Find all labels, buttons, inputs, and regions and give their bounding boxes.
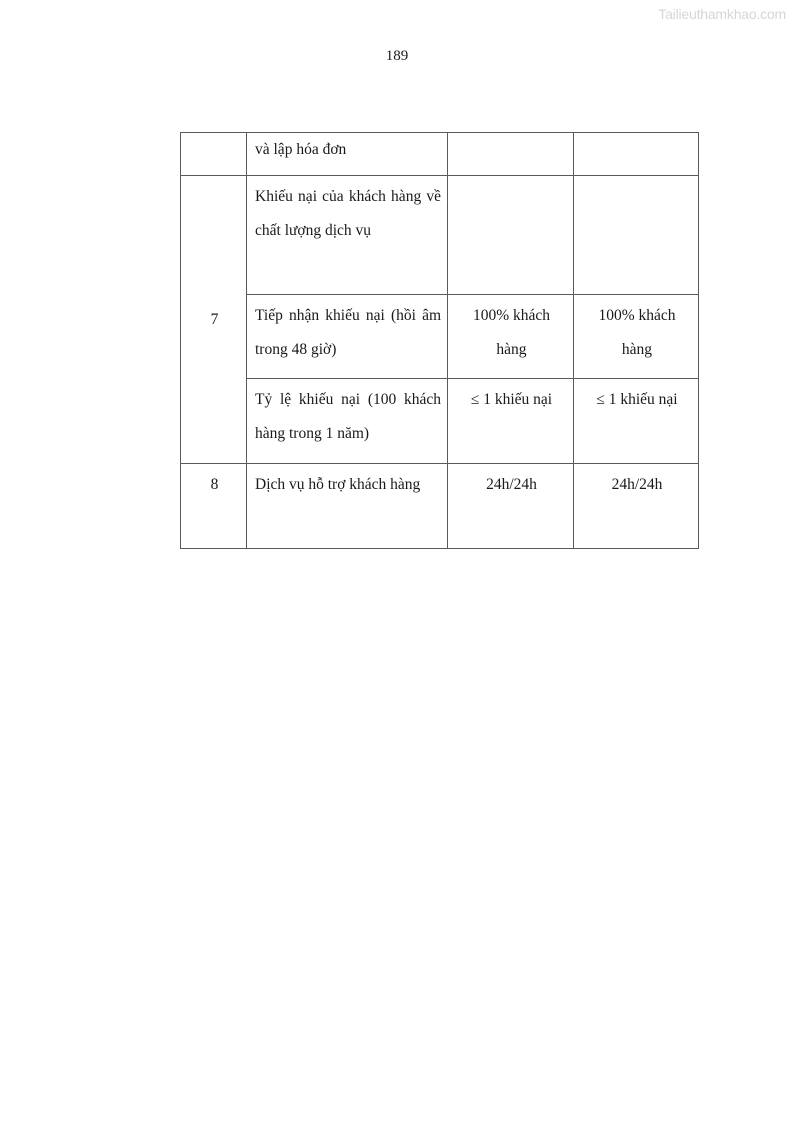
table-row — [181, 379, 699, 464]
value-cell — [448, 133, 574, 176]
criteria-cell: Khiếu nại của khách hàng về chất lượng dịch vụ — [247, 176, 448, 295]
page-number: 189 — [385, 48, 409, 64]
value-cell: 100% khách hàng — [574, 295, 699, 379]
row-number-cell: 8 — [181, 464, 247, 549]
service-quality-table — [180, 132, 699, 549]
value-cell — [574, 176, 699, 295]
value-cell: ≤ 1 khiếu nại — [574, 379, 699, 464]
value-cell: 24h/24h — [448, 464, 574, 549]
value-cell: ≤ 1 khiếu nại — [448, 379, 574, 464]
table-row — [181, 464, 699, 549]
row-number-cell: 7 — [181, 176, 247, 464]
value-cell: 24h/24h — [574, 464, 699, 549]
criteria-cell: Tiếp nhận khiếu nại (hồi âm trong 48 giờ) — [247, 295, 448, 379]
criteria-cell: Dịch vụ hỗ trợ khách hàng — [247, 464, 448, 549]
value-cell — [448, 176, 574, 295]
value-cell — [574, 133, 699, 176]
row-number-cell — [181, 133, 247, 176]
criteria-cell: và lập hóa đơn — [247, 133, 448, 176]
table-row — [181, 133, 699, 176]
value-cell: 100% khách hàng — [448, 295, 574, 379]
table-row — [181, 176, 699, 295]
table-row — [181, 295, 699, 379]
criteria-cell: Tỷ lệ khiếu nại (100 khách hàng trong 1 năm) — [247, 379, 448, 464]
watermark: Tailieuthamkhao.com — [658, 6, 786, 22]
